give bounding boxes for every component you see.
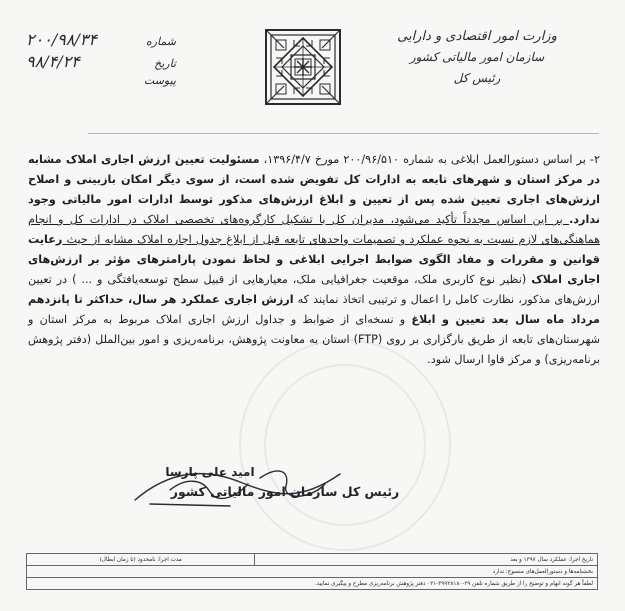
contact-info-cell: لطفاً هر گونه ابهام و توضیح را از طریق شماره تلفن ۲۹-۳۹۹۲۸۱۸۰-۰۲۱ دفتر پژوهش برنامه‌ریزی مطرح و پیگیری نمایید. bbox=[27, 578, 598, 590]
body-segment-bold: رعایت قوانین و مقررات و مفاد الگوی ضوابط اجرایی ابلاغی و لحاظ نمودن پارامترهای مؤثر بر ارزش‌های اجاری املاک bbox=[28, 233, 600, 286]
body-segment: ۲- بر اساس دستورالعمل ابلاغی به شماره ۲۰۰/۹۶/۵۱۰ مورخ ۱۳۹۶/۴/۷، bbox=[259, 153, 600, 166]
header-divider bbox=[88, 133, 599, 134]
reference-block bbox=[26, 30, 176, 96]
number-row bbox=[26, 30, 176, 52]
repealed-circulars-cell: بخشنامه‌ها و دستورالعمل‌های منسوخ: ندارد bbox=[27, 566, 598, 578]
signer-title: رئیس کل سازمان امور مالیاتی کشور bbox=[170, 484, 400, 499]
date-row bbox=[26, 52, 176, 74]
body-segment-underlined: بر این اساس مجدداً تأکید می‌شود، مدیران کل با تشکیل کارگروه‌های تخصصی املاک در ادارات کل و انجام هماهنگی‌های لازم نسبت به نحوه عملکرد و تصمیمات واحدهای تابعه قبل از ابلاغ جدول اجاره املاک مشابه از حیث bbox=[28, 213, 600, 246]
execution-date-cell: تاریخ اجرا: عملکرد سال ۱۳۹۷ و بعد bbox=[255, 554, 598, 566]
signer-name: امید علی پارسا bbox=[165, 465, 255, 479]
body-segment-bold: ارزش اجاری عملکرد هر سال، حداکثر تا پانزدهم مرداد ماه سال بعد تعیین و ابلاغ bbox=[28, 293, 600, 326]
national-tax-administration-emblem-icon bbox=[264, 28, 342, 106]
letter-date: ۹۸/۴/۲۴ bbox=[26, 52, 80, 71]
organization-header bbox=[377, 26, 577, 89]
table-row bbox=[27, 578, 598, 590]
table-row bbox=[27, 566, 598, 578]
attachment-label: پیوست bbox=[143, 74, 176, 87]
faded-seal-watermark-icon bbox=[230, 330, 460, 560]
office-title: رئیس کل bbox=[453, 71, 501, 85]
date-label: تاریخ bbox=[154, 57, 176, 70]
number-label: شماره bbox=[145, 35, 176, 48]
body-segment: و نسخه‌ای از ضوابط و جداول ارزش اجاری املاک مربوط به مرکز استان و شهرستان‌های تابعه از طریق بارگزاری بر روی (FTP) استان به معاونت پژوهش، برنامه‌ریزی و امور بین‌الملل (دفتر پژوهش برنامه‌ریزی) و مرکز فاوا ارسال شود. bbox=[28, 313, 600, 366]
body-segment-bold: مسئولیت تعیین ارزش اجاری املاک مشابه در مرکز استان و شهرهای تابعه به ادارات کل تفویض شده است، از سوی دیگر امکان بازبینی و اصلاح ارزش‌های اجاری تعیین شده پس از تعیین و ابلاغ ارزش‌های مذکور توسط ادارات امور مالیاتی وجود ندارد. bbox=[28, 153, 600, 226]
body-segment: (نظیر نوع کاربری ملک، موقعیت جغرافیایی ملک، معیارهایی از قبیل سطح توسعه‌یافتگی و ... ) در تعیین ارزش‌های مذکور، نظارت کامل را اعمال و ترتیبی اتخاذ نمایند که bbox=[28, 273, 600, 306]
attachment-row bbox=[26, 74, 176, 96]
ministry-name: وزارت امور اقتصادی و دارایی bbox=[397, 29, 557, 44]
letter-number: ۲۰۰/۹۸/۳۴ bbox=[26, 30, 97, 49]
organization-name: سازمان امور مالیاتی کشور bbox=[409, 50, 545, 64]
execution-period-cell: مدت اجرا: نامحدود (تا زمان ابطال) bbox=[27, 554, 255, 566]
